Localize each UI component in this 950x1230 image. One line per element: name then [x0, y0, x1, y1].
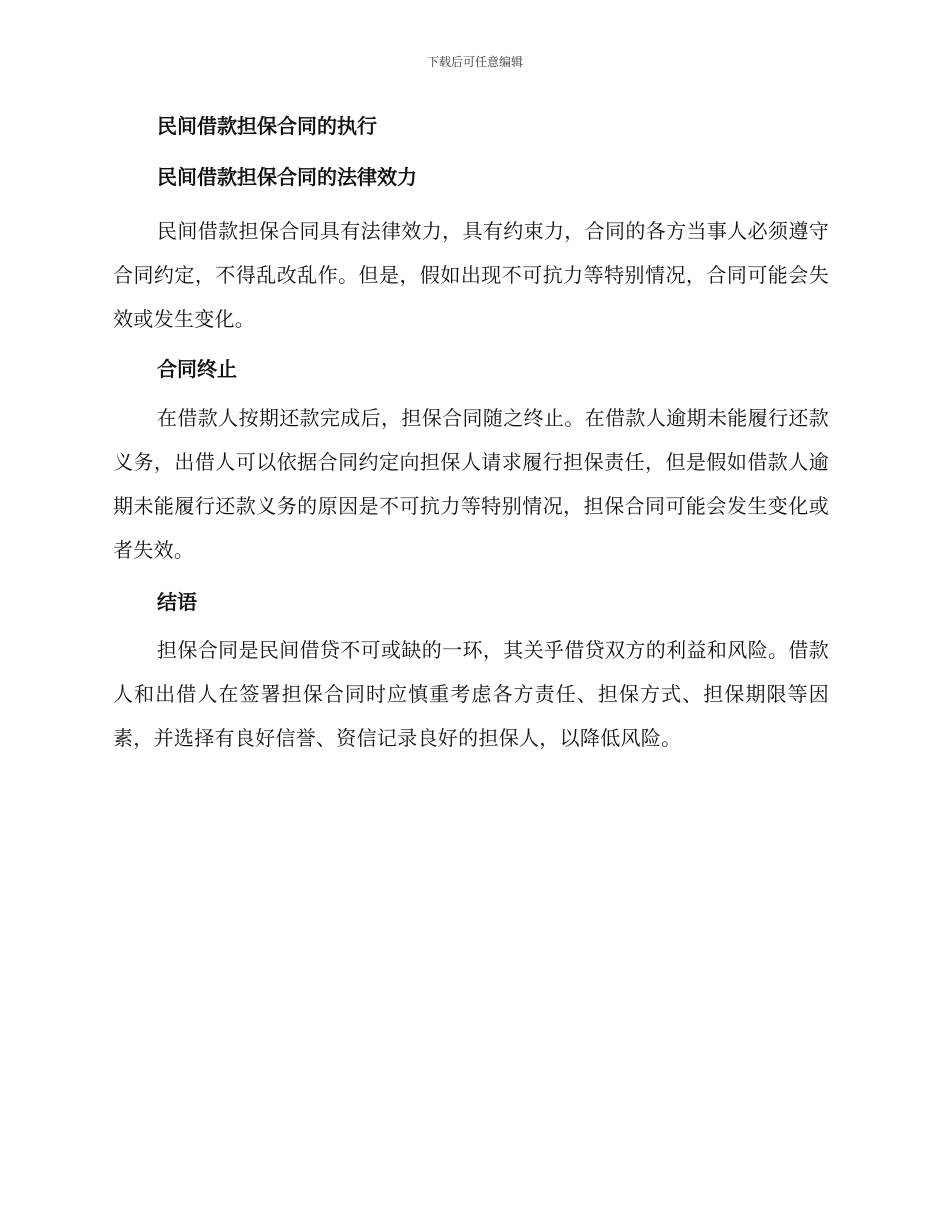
heading-conclusion: 结语 — [157, 590, 197, 614]
heading-contract-termination: 合同终止 — [157, 357, 237, 381]
heading-contract-execution: 民间借款担保合同的执行 — [157, 114, 377, 138]
heading-legal-effect: 民间借款担保合同的法律效力 — [157, 165, 417, 189]
paragraph-conclusion: 担保合同是民间借贷不可或缺的一环，其关乎借贷双方的利益和风险。借款人和出借人在签署担保合同时应慎重考虑各方责任、担保方式、担保期限等因素，并选择有良好信誉、资信记录良好的担保人，以降低风险。 — [113, 638, 829, 750]
paragraph-contract-termination: 在借款人按期还款完成后，担保合同随之终止。在借款人逾期未能履行还款义务，出借人可以依据合同约定向担保人请求履行担保责任，但是假如借款人逾期未能履行还款义务的原因是不可抗力等特别情况，担保合同可能会发生变化或者失效。 — [113, 406, 829, 562]
document-body — [113, 110, 829, 760]
page-header: 下载后可任意编辑 — [426, 55, 523, 69]
paragraph-legal-effect: 民间借款担保合同具有法律效力，具有约束力，合同的各方当事人必须遵守合同约定，不得乱改乱作。但是，假如出现不可抗力等特别情况，合同可能会失效或发生变化。 — [113, 219, 829, 331]
